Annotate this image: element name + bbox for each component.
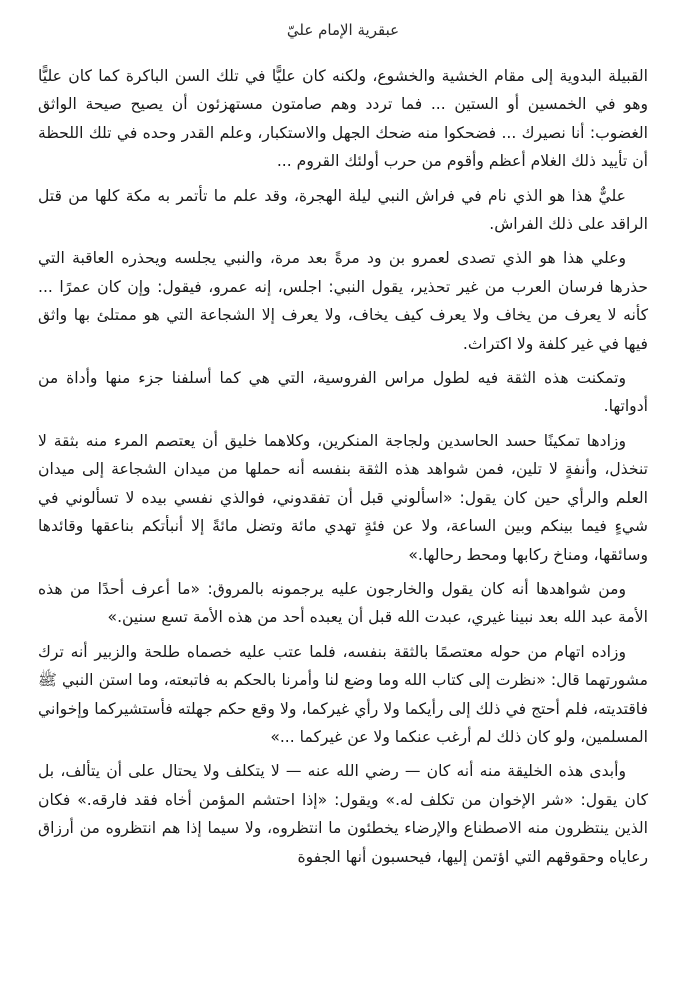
paragraph-8: وأبدى هذه الخليقة منه أنه كان — رضي الله عنه — لا يتكلف ولا يحتال على أن يتألف، بل كان يقول: «شر الإخوان من تكلف له.» ويقول: «إذا احتشم المؤمن أخاه فقد فارقه.» فكان الذين ينتظرون منه الاصطناع والإرضاء يخطئون ما انتظروه، ولا سيما إذا هم انتظروه من أرزاق رعاياه وحقوقهم التي اؤتمن إليها، فيحسبون أنها الجفوة — [38, 762, 648, 866]
body-text — [38, 62, 648, 877]
paragraph-5: وزادها تمكينًا حسد الحاسدين ولجاجة المنكرين، وكلاهما خليق أن يعتصم المرء منه بثقة لا تنخذل، وأنفةٍ لا تلين، فمن شواهد هذه الثقة بنفسه أنه حملها من ميدان الشجاعة إلى ميدان العلم والرأي حين كان يقول: «اسألوني قبل أن تفقدوني، فوالذي نفسي بيده لا تسألوني في شيءٍ فيما بينكم وبين الساعة، ولا عن فئةٍ تهدي مائة وتضل مائةً إلا أنبأتكم بناعقها وقائدها وسائقها، ومناخ ركابها ومحط رحالها.» — [38, 431, 648, 564]
paragraph-1: القبيلة البدوية إلى مقام الخشية والخشوع، ولكنه كان عليًّا في تلك السن الباكرة كما كان عليًّا وهو في الخمسين أو الستين ... فما تردد وهم صامتون مستهزئون أن يصيح صيحة الواثق الغضوب: أنا نصيرك ... فضحكوا منه ضحك الجهل والاستكبار، وعلم القدر وحده في تلك اللحظة أن تأييد ذلك الغلام أعظم وأقوم من حرب أولئك القروم ... — [38, 67, 648, 171]
paragraph-7: وزاده اتهام من حوله معتصمًا بالثقة بنفسه، فلما عتب عليه خصماه طلحة والزبير أنه ترك مشورتهما قال: «نظرت إلى كتاب الله وما وضع لنا وأمرنا بالحكم به فاتبعته، وما استن النبي ﷺ فاقتديته، فلم أحتج في ذلك إلى رأيكما ولا رأي غيركما، ولا وقع حكم جهلته فأستشيركما وإخواني المسلمين، ولو كان ذلك لم أرغب عنكما ولا عن غيركما ...» — [38, 642, 648, 746]
book-page — [38, 0, 648, 1000]
paragraph-4: وتمكنت هذه الثقة فيه لطول مراس الفروسية، التي هي كما أسلفنا جزء منها وأداة من أدواتها. — [38, 369, 648, 416]
running-header-title: عبقرية الإمام عليّ — [286, 21, 400, 39]
paragraph-6: ومن شواهدها أنه كان يقول والخارجون عليه يرجمونه بالمروق: «ما أعرف أحدًا من هذه الأمة عبد الله بعد نبينا غيري، عبدت الله قبل أن يعبده أحد من هذه الأمة تسع سنين.» — [38, 579, 648, 627]
paragraph-2: عليٌّ هذا هو الذي نام في فراش النبي ليلة الهجرة، وقد علم ما تأتمر به مكة كلها من قتل الراقد على ذلك الفراش. — [38, 186, 648, 234]
paragraph-3: وعلي هذا هو الذي تصدى لعمرو بن ود مرةً بعد مرة، والنبي يجلسه ويحذره العاقبة التي حذرها فرسان العرب من غير تحذير، يقول النبي: اجلس، إنه عمرو، فيقول: وإن كان عمرًا ... كأنه لا يعرف من يخاف ولا يعرف كيف يخاف، ولا يعرف إلا الشجاعة التي هو ممتلئ بها واثق فيها في غير كلفة ولا اكتراث. — [38, 249, 648, 353]
